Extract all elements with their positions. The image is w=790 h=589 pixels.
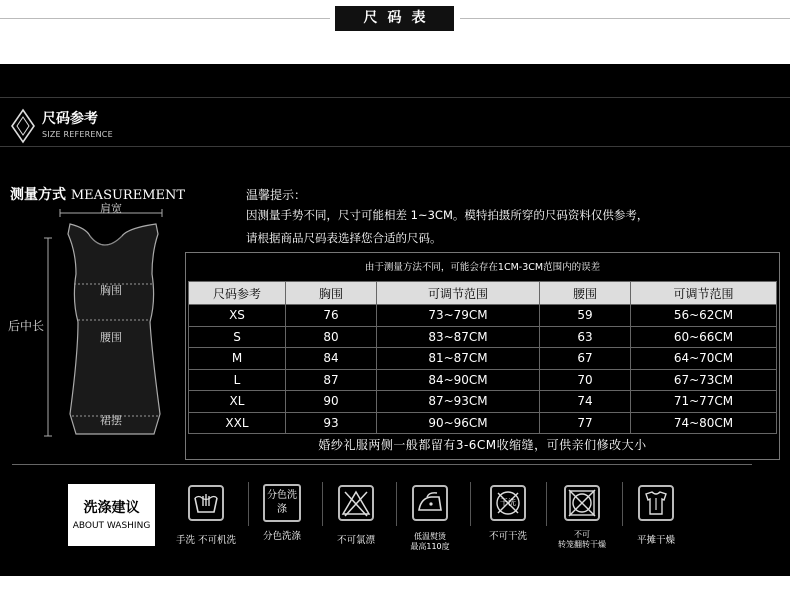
measurement-title-cn: 测量方式 — [10, 187, 66, 203]
divider — [12, 464, 752, 465]
table-row — [189, 326, 777, 348]
cell-chest-range: 90~96CM — [377, 412, 540, 434]
table-caption: 由于测量方法不同，可能会存在1CM-3CM范围内的误差 — [364, 262, 601, 273]
care-label: 低温熨烫 — [414, 532, 446, 541]
waist-label: 腰围 — [100, 331, 122, 344]
no-dry-clean-icon — [489, 484, 527, 522]
shoulder-label: 肩宽 — [100, 202, 122, 215]
measurement-title — [10, 184, 185, 204]
divider — [470, 482, 471, 526]
cell-size: XXL — [189, 412, 286, 434]
no-tumble-dry-icon — [563, 484, 601, 522]
care-label: 最高110度 — [410, 542, 450, 551]
dry-clean-text: 干洗 — [500, 498, 516, 507]
care-item-separate-wash — [246, 484, 318, 542]
hand-wash-icon — [187, 484, 225, 522]
washing-title-cn: 洗涤建议 — [83, 500, 140, 516]
dress-diagram — [38, 204, 188, 444]
flat-dry-icon — [637, 484, 675, 522]
measurement-title-en: MEASUREMENT — [70, 188, 186, 203]
care-item-hand-wash — [170, 484, 242, 546]
cell-size: S — [189, 326, 286, 348]
care-label: 手洗 不可机洗 — [175, 535, 237, 546]
page-title: 尺码表 — [335, 6, 454, 31]
washing-title-en: ABOUT WASHING — [72, 521, 151, 531]
cell-chest-range: 81~87CM — [377, 348, 540, 370]
table-row — [189, 391, 777, 413]
care-item-no-dry-clean — [472, 484, 544, 542]
section-title: 尺码参考 — [42, 111, 98, 127]
cell-chest-range: 73~79CM — [377, 305, 540, 327]
cell-waist-range: 71~77CM — [631, 391, 777, 413]
cell-size: L — [189, 369, 286, 391]
cell-chest-range: 83~87CM — [377, 326, 540, 348]
washing-title-box — [68, 484, 155, 546]
cell-waist: 77 — [540, 412, 631, 434]
back-length-label: 后中长 — [8, 319, 45, 333]
cell-chest: 80 — [286, 326, 377, 348]
cell-waist-range: 64~70CM — [631, 348, 777, 370]
cell-chest: 87 — [286, 369, 377, 391]
care-item-no-bleach — [320, 484, 392, 546]
cell-waist: 74 — [540, 391, 631, 413]
care-label: 分色洗涤 — [262, 531, 301, 542]
column-header: 胸围 — [286, 282, 377, 305]
cell-chest: 84 — [286, 348, 377, 370]
cell-waist-range: 56~62CM — [631, 305, 777, 327]
table-header-row — [189, 282, 777, 305]
size-table-panel — [185, 252, 780, 460]
cell-waist: 63 — [540, 326, 631, 348]
top-band — [0, 0, 790, 64]
size-chart-panel — [0, 64, 790, 576]
divider — [0, 97, 790, 98]
hem-label: 裙摆 — [100, 414, 122, 427]
care-item-no-tumble-dry — [546, 484, 618, 550]
table-row — [189, 348, 777, 370]
table-row — [189, 412, 777, 434]
care-item-flat-dry — [620, 484, 692, 546]
cell-chest-range: 84~90CM — [377, 369, 540, 391]
tips-line: 请根据商品尺码表选择您合适的尺码。 — [246, 231, 442, 245]
cell-size: XL — [189, 391, 286, 413]
table-row — [189, 305, 777, 327]
chest-label: 胸围 — [100, 284, 122, 297]
cell-chest: 76 — [286, 305, 377, 327]
cell-waist: 70 — [540, 369, 631, 391]
no-bleach-icon — [337, 484, 375, 522]
divider — [0, 18, 330, 19]
care-label: 不可 — [574, 530, 590, 539]
separate-wash-icon: 分色洗涤 — [263, 484, 301, 522]
cell-size: M — [189, 348, 286, 370]
low-iron-icon — [411, 484, 449, 522]
cell-chest-range: 87~93CM — [377, 391, 540, 413]
size-table — [188, 281, 777, 434]
care-label: 平摊干燥 — [636, 535, 675, 546]
care-label: 不可氯漂 — [336, 535, 375, 546]
column-header: 可调节范围 — [377, 282, 540, 305]
section-subtitle: SIZE REFERENCE — [42, 130, 113, 139]
care-item-low-iron — [394, 484, 466, 552]
bottom-band — [0, 576, 790, 589]
column-header: 腰围 — [540, 282, 631, 305]
table-note: 婚纱礼服两侧一般都留有3-6CM收缩缝，可供亲们修改大小 — [318, 438, 647, 452]
cell-chest: 93 — [286, 412, 377, 434]
column-header: 可调节范围 — [631, 282, 777, 305]
divider — [460, 18, 790, 19]
cell-waist-range: 60~66CM — [631, 326, 777, 348]
column-header: 尺码参考 — [189, 282, 286, 305]
cell-waist-range: 74~80CM — [631, 412, 777, 434]
divider — [0, 146, 790, 147]
tips-line: 因测量手势不同，尺寸可能相差 1~3CM。模特拍摄所穿的尺码资料仅供参考， — [246, 208, 649, 222]
cell-waist-range: 67~73CM — [631, 369, 777, 391]
care-label: 转笼翻转干燥 — [558, 540, 606, 549]
cell-chest: 90 — [286, 391, 377, 413]
cell-size: XS — [189, 305, 286, 327]
cell-waist: 59 — [540, 305, 631, 327]
tips-title: 温馨提示： — [246, 188, 307, 202]
table-row — [189, 369, 777, 391]
cell-waist: 67 — [540, 348, 631, 370]
diamond-logo-icon — [10, 108, 36, 144]
care-label: 不可干洗 — [488, 531, 527, 542]
